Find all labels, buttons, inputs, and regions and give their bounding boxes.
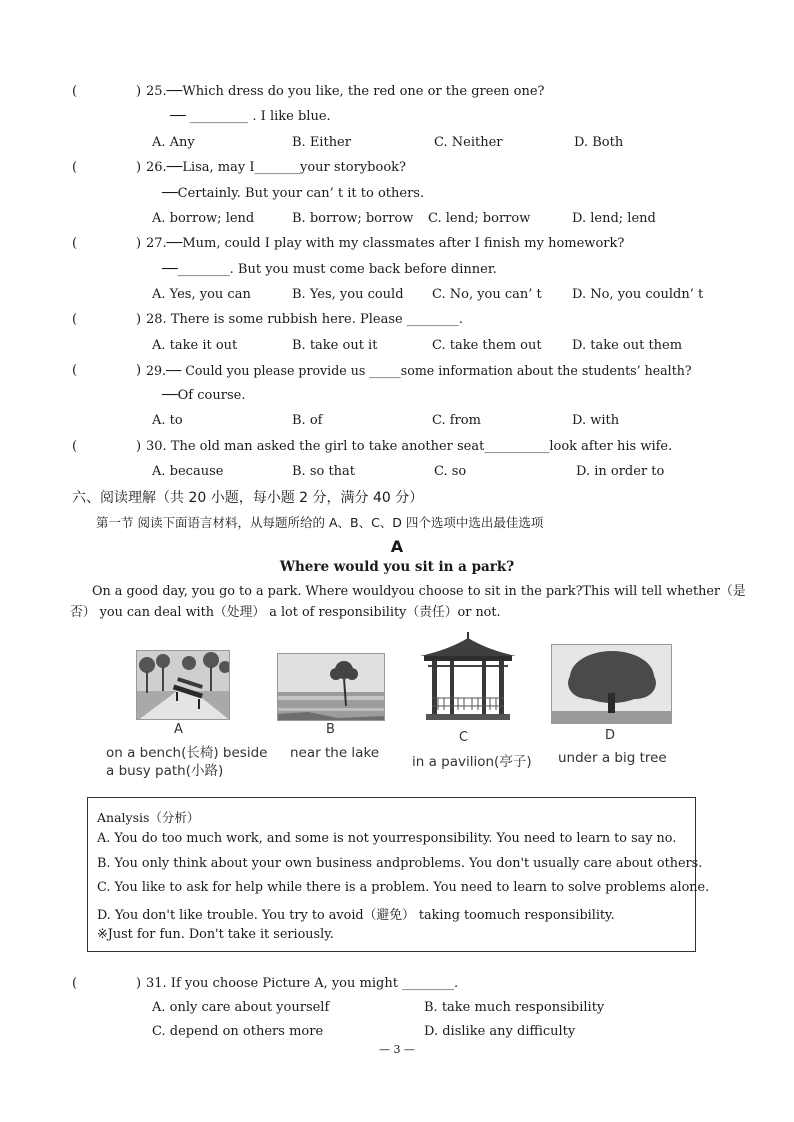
answer-paren-open: (: [72, 976, 78, 991]
question-31-option-a: A. only care about yourself: [152, 1000, 330, 1015]
picture-a-caption-line-2: a busy path(小路): [106, 763, 224, 779]
question-29-option-a: A. to: [152, 413, 183, 428]
question-28-option-a: A. take it out: [152, 338, 238, 353]
answer-paren-close: ): [136, 976, 142, 991]
picture-d-letter: D: [605, 728, 616, 743]
question-30-option-d: D. in order to: [576, 464, 665, 479]
question-30-option-c: C. so: [434, 464, 467, 479]
answer-paren-close: ): [136, 236, 142, 251]
picture-d-caption: under a big tree: [558, 750, 667, 766]
answer-paren-close: ): [136, 363, 142, 378]
picture-d: [551, 644, 672, 724]
pavilion-icon: [418, 632, 518, 724]
question-30-option-a: A. because: [152, 464, 224, 479]
picture-a-caption-line-1: on a bench(长椅) beside: [106, 745, 268, 761]
tree-icon: [552, 645, 672, 724]
section-title: 六、阅读理解（共 20 小题，每小题 2 分，满分 40 分）: [72, 490, 424, 506]
question-26-option-d: D. lend; lend: [572, 211, 656, 226]
question-27-option-a: A. Yes, you can: [152, 287, 251, 302]
question-26-option-c: C. lend; borrow: [428, 211, 531, 226]
question-31-option-b: B. take much responsibility: [424, 1000, 605, 1015]
question-29-line2: ──Of course.: [162, 388, 246, 403]
question-31-stem: 31. If you choose Picture A, you might ________.: [146, 976, 459, 991]
analysis-note: ※Just for fun. Don't take it seriously.: [97, 927, 334, 942]
passage-letter: A: [390, 537, 404, 556]
answer-paren-close: ): [136, 160, 142, 175]
analysis-box: [87, 797, 710, 952]
section-subtitle: 第一节 阅读下面语言材料，从每题所给的 A、B、C、D 四个选项中选出最佳选项: [96, 515, 544, 530]
question-28-stem: 28. There is some rubbish here. Please ________.: [146, 312, 463, 327]
picture-b-caption: near the lake: [290, 745, 380, 761]
question-27-line2: ──________. But you must come back before dinner.: [162, 262, 497, 277]
passage-title: Where would you sit in a park?: [279, 559, 515, 575]
picture-b: [277, 653, 385, 721]
question-25-line2: ── _________ . I like blue.: [170, 109, 331, 124]
question-27-option-d: D. No, you couldn’ t: [572, 287, 704, 302]
question-25-stem: 25.──Which dress do you like, the red one or the green one?: [146, 84, 545, 99]
question-28-option-b: B. take out it: [292, 338, 378, 353]
bench-icon: [137, 651, 230, 720]
question-26-option-b: B. borrow; borrow: [292, 211, 414, 226]
picture-a: [136, 650, 230, 720]
answer-paren-open: (: [72, 160, 78, 175]
question-26-line2: ──Certainly. But your can’ t it to others.: [162, 186, 425, 201]
picture-b-letter: B: [326, 722, 335, 737]
question-29-option-b: B. of: [292, 413, 323, 428]
picture-c-caption: in a pavilion(亭子): [412, 754, 532, 770]
question-31-option-c: C. depend on others more: [152, 1024, 324, 1039]
question-25-option-c: C. Neither: [434, 135, 503, 150]
answer-paren-open: (: [72, 84, 78, 99]
answer-paren-open: (: [72, 439, 78, 454]
question-25-option-a: A. Any: [152, 135, 195, 150]
question-29-option-c: C. from: [432, 413, 481, 428]
question-27-option-b: B. Yes, you could: [292, 287, 404, 302]
answer-paren-close: ): [136, 84, 142, 99]
question-27-stem: 27.──Mum, could I play with my classmates after I finish my homework?: [146, 236, 625, 251]
question-28-option-d: D. take out them: [572, 338, 683, 353]
question-28-option-c: C. take them out: [432, 338, 542, 353]
answer-paren-open: (: [72, 363, 78, 378]
page-number: — 3 —: [379, 1043, 415, 1056]
question-29-stem: 29.── Could you please provide us _____some information about the students’ health?: [146, 363, 692, 378]
analysis-item-a: A. You do too much work, and some is not yourresponsibility. You need to learn to say no.: [97, 831, 677, 846]
question-26-stem: 26.──Lisa, may I_______your storybook?: [146, 160, 406, 175]
question-29-option-d: D. with: [572, 413, 620, 428]
picture-a-letter: A: [174, 722, 183, 737]
question-30-option-b: B. so that: [292, 464, 356, 479]
lake-icon: [278, 654, 385, 721]
question-30-stem: 30. The old man asked the girl to take another seat__________look after his wife.: [146, 439, 673, 454]
question-26-option-a: A. borrow; lend: [152, 211, 255, 226]
analysis-item-c: C. You like to ask for help while there is a problem. You need to learn to solve problems alone.: [97, 880, 710, 895]
analysis-heading: Analysis（分析）: [97, 810, 200, 825]
question-31-option-d: D. dislike any difficulty: [424, 1024, 576, 1039]
answer-paren-close: ): [136, 439, 142, 454]
picture-c-letter: C: [459, 730, 469, 745]
analysis-item-d: D. You don't like trouble. You try to avoid（避免） taking toomuch responsibility.: [97, 908, 615, 923]
question-25-option-b: B. Either: [292, 135, 351, 150]
answer-paren-open: (: [72, 312, 78, 327]
picture-c: [418, 632, 518, 724]
passage-text-line-1: On a good day, you go to a park. Where wouldyou choose to sit in the park?This will tell whether（是: [92, 584, 746, 599]
answer-paren-open: (: [72, 236, 78, 251]
question-27-option-c: C. No, you can’ t: [432, 287, 542, 302]
passage-text-line-2: 否） you can deal with（处理） a lot of responsibility（责任）or not.: [70, 605, 501, 620]
answer-paren-close: ): [136, 312, 142, 327]
question-25-option-d: D. Both: [574, 135, 624, 150]
analysis-item-b: B. You only think about your own business andproblems. You don't usually care about others.: [97, 856, 703, 871]
